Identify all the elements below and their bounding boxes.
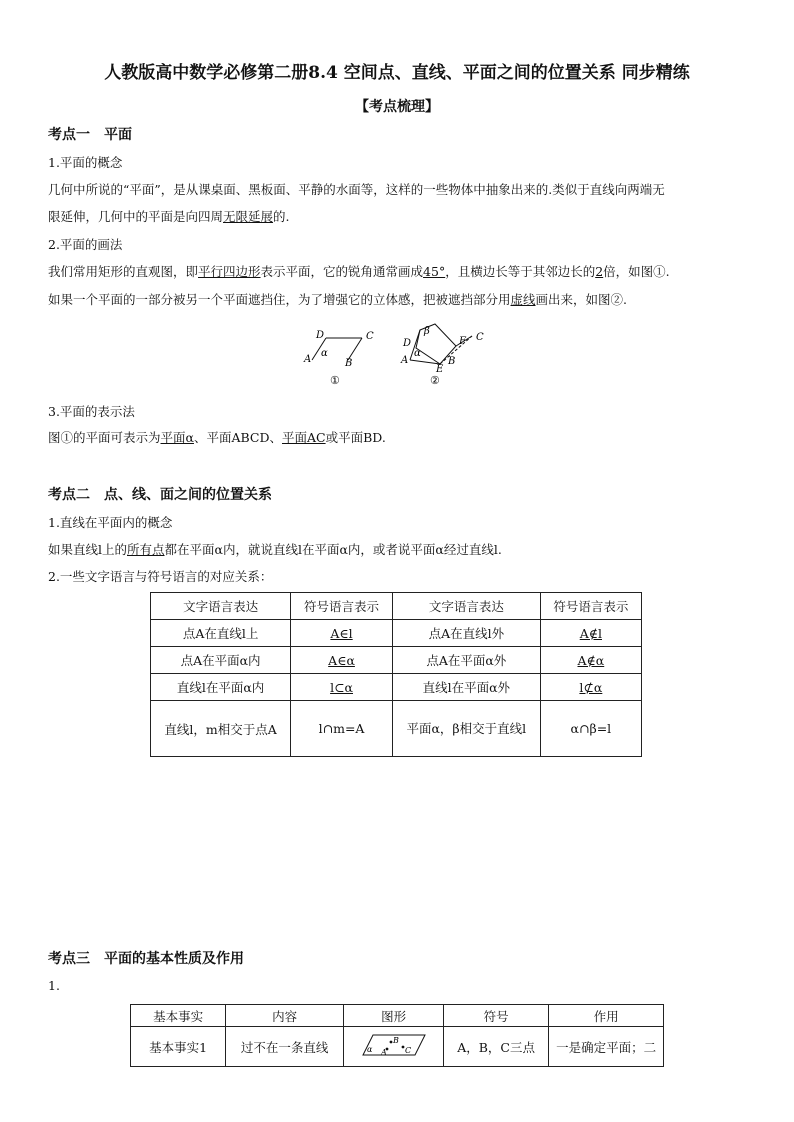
table-cell: A∈α bbox=[291, 647, 393, 674]
label-D: D bbox=[316, 330, 325, 341]
paragraph-line bbox=[48, 207, 290, 225]
table-cell: l∩m=A bbox=[291, 701, 393, 757]
label-A: A bbox=[304, 354, 312, 365]
table-cell: l⊄α bbox=[540, 674, 641, 701]
table-cell: A∉l bbox=[540, 620, 641, 647]
label-alpha: α bbox=[366, 1045, 372, 1054]
text-run: 如果直线l上的 bbox=[48, 542, 127, 557]
symbol-table bbox=[150, 592, 642, 757]
underlined-text: 所有点 bbox=[127, 542, 165, 557]
text-run: 都在平面α内，就说直线l在平面α内，或者说平面α经过直线l. bbox=[164, 542, 502, 557]
item-title: 2.平面的画法 bbox=[48, 237, 123, 252]
point-B bbox=[389, 1041, 392, 1044]
table-cell: 点A在平面α内 bbox=[151, 647, 291, 674]
text-run: 的. bbox=[273, 209, 290, 224]
table-cell: 直线l，m相交于点A bbox=[151, 701, 291, 757]
table-header-cell: 文字语言表达 bbox=[151, 593, 291, 620]
table-cell-figure bbox=[344, 1027, 444, 1067]
underlined-text: 虚线 bbox=[510, 292, 536, 307]
table-cell: 点A在直线l上 bbox=[151, 620, 291, 647]
label-C: C bbox=[404, 1046, 411, 1055]
table-header-cell: 符号语言表示 bbox=[291, 593, 393, 620]
table-header-cell: 符号语言表示 bbox=[540, 593, 641, 620]
figure-number: ② bbox=[430, 374, 440, 387]
item-title: 3.平面的表示法 bbox=[48, 404, 135, 419]
text-run: 限延伸，几何中的平面是向四周 bbox=[48, 209, 224, 224]
text-run: 表示平面，它的锐角通常画成 bbox=[260, 264, 424, 279]
paragraph-line bbox=[48, 540, 502, 558]
label-C: C bbox=[366, 331, 374, 342]
label-B: B bbox=[448, 356, 456, 367]
table-header-cell: 基本事实 bbox=[131, 1005, 226, 1027]
table-cell: 过不在一条直线 bbox=[226, 1027, 344, 1067]
table-row bbox=[151, 620, 642, 647]
table-header-row bbox=[151, 593, 642, 620]
label-beta: β bbox=[424, 326, 430, 337]
label-B: B bbox=[392, 1036, 399, 1045]
document-title: 人教版高中数学必修第二册8.4 空间点、直线、平面之间的位置关系 同步精练 bbox=[104, 63, 690, 83]
paragraph-line bbox=[48, 262, 670, 280]
paragraph-line bbox=[48, 428, 386, 446]
table-header-cell: 文字语言表达 bbox=[392, 593, 540, 620]
table-cell: 平面α，β相交于直线l bbox=[392, 701, 540, 757]
item-title: 2.一些文字语言与符号语言的对应关系： bbox=[48, 569, 273, 584]
label-F: F bbox=[459, 336, 466, 347]
table-cell: l⊂α bbox=[291, 674, 393, 701]
table-header-cell: 作用 bbox=[549, 1005, 664, 1027]
paragraph-line bbox=[48, 290, 627, 308]
underlined-text: 2 bbox=[595, 264, 604, 279]
table-row bbox=[151, 674, 642, 701]
label-E: E bbox=[436, 364, 444, 375]
table-cell: A∈l bbox=[291, 620, 393, 647]
table-cell: 基本事实1 bbox=[131, 1027, 226, 1067]
section-heading-relations: 考点二 点、线、面之间的位置关系 bbox=[48, 487, 272, 503]
label-B: B bbox=[345, 358, 353, 369]
underlined-text: 平行四边形 bbox=[198, 264, 261, 279]
axiom-table bbox=[130, 1004, 664, 1067]
label-alpha: α bbox=[321, 348, 328, 359]
plane-figures bbox=[290, 318, 510, 390]
table-cell: A∉α bbox=[540, 647, 641, 674]
text-run: 、平面ABCD、 bbox=[193, 430, 282, 445]
table-cell: A，B，C三点 bbox=[444, 1027, 549, 1067]
item-title: 1.平面的概念 bbox=[48, 155, 123, 170]
table-header-cell: 符号 bbox=[444, 1005, 549, 1027]
underlined-text: 平面α bbox=[160, 430, 194, 445]
item-number: 1. bbox=[48, 978, 60, 993]
text-run: 画出来，如图②. bbox=[535, 292, 628, 307]
table-cell: 点A在平面α外 bbox=[392, 647, 540, 674]
label-C: C bbox=[476, 332, 484, 343]
item-title: 1.直线在平面内的概念 bbox=[48, 515, 173, 530]
label-alpha: α bbox=[414, 348, 421, 359]
axiom1-figure bbox=[359, 1031, 429, 1059]
text-run: 我们常用矩形的直观图，即 bbox=[48, 264, 199, 279]
figure-1 bbox=[303, 330, 374, 387]
text-run: 倍，如图①. bbox=[603, 264, 670, 279]
table-row bbox=[151, 701, 642, 757]
table-cell: 点A在直线l外 bbox=[392, 620, 540, 647]
figure-2 bbox=[400, 324, 484, 387]
underlined-text: 平面AC bbox=[282, 430, 326, 445]
section-heading-axioms: 考点三 平面的基本性质及作用 bbox=[48, 951, 244, 967]
point-C bbox=[401, 1046, 404, 1049]
text-run: ，且横边长等于其邻边长的 bbox=[445, 264, 596, 279]
table-row bbox=[131, 1027, 664, 1067]
table-cell: α∩β=l bbox=[540, 701, 641, 757]
table-row bbox=[151, 647, 642, 674]
table-cell: 直线l在平面α外 bbox=[392, 674, 540, 701]
text-run: 如果一个平面的一部分被另一个平面遮挡住，为了增强它的立体感，把被遮挡部分用 bbox=[48, 292, 511, 307]
table-header-cell: 内容 bbox=[226, 1005, 344, 1027]
hidden-edge-dashed bbox=[440, 336, 472, 364]
label-A: A bbox=[401, 355, 409, 366]
underlined-text: 无限延展 bbox=[223, 209, 274, 224]
underlined-text: 45° bbox=[423, 264, 446, 279]
paragraph-line: 几何中所说的“平面”，是从课桌面、黑板面、平静的水面等，这样的一些物体中抽象出来的.类似于直线向两端无 bbox=[48, 182, 665, 197]
table-header-row bbox=[131, 1005, 664, 1027]
parallelogram-edge bbox=[348, 338, 362, 360]
table-cell: 一是确定平面；二 bbox=[549, 1027, 664, 1067]
label-D: D bbox=[403, 338, 412, 349]
figure-number: ① bbox=[330, 374, 340, 387]
label-A: A bbox=[380, 1048, 387, 1057]
text-run: 图①的平面可表示为 bbox=[48, 430, 161, 445]
table-header-cell: 图形 bbox=[344, 1005, 444, 1027]
table-cell: 直线l在平面α内 bbox=[151, 674, 291, 701]
section-subtitle: 【考点梳理】 bbox=[355, 99, 439, 115]
section-heading-plane: 考点一 平面 bbox=[48, 127, 132, 143]
text-run: 或平面BD. bbox=[325, 430, 386, 445]
